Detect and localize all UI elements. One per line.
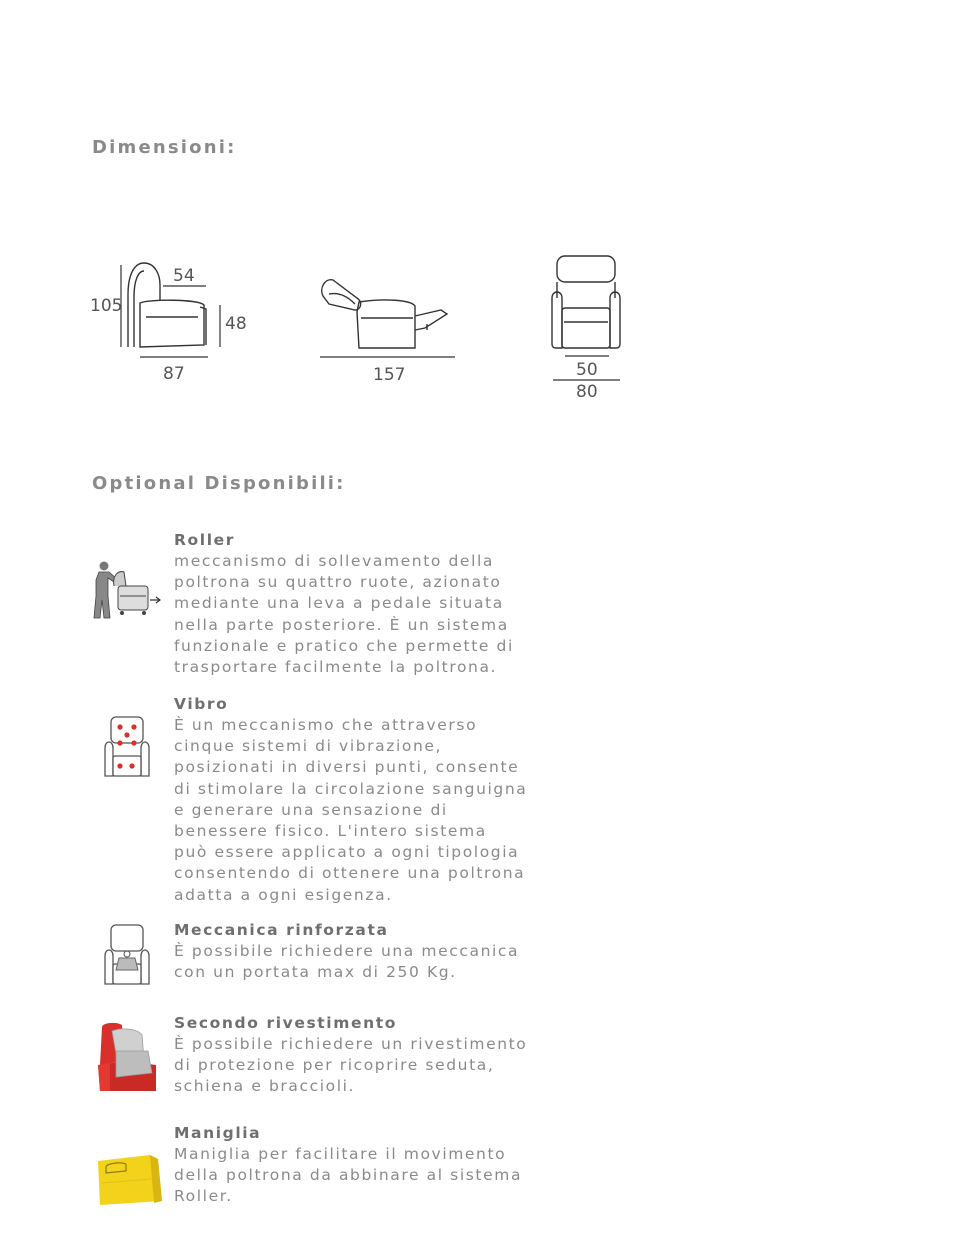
optional-description: meccanismo di sollevamento della poltrona su quattro ruote, azionato mediante una leva a pedale situata nella parte posteriore. È un sistema funzionale e pratico che permette di trasportare facilmente la poltrona. xyxy=(174,552,514,677)
optionals-title: Optional Disponibili: xyxy=(92,473,346,494)
reclined-view-diagram xyxy=(315,268,465,388)
length-label: 157 xyxy=(373,365,406,385)
optional-description: È possibile richiedere un rivestimento di protezione per ricoprire seduta, schiena e braccioli. xyxy=(174,1035,528,1096)
optional-name: Vibro xyxy=(174,695,229,713)
seat-height-label: 48 xyxy=(225,314,247,334)
vibration-chair-icon xyxy=(92,714,162,784)
handle-icon xyxy=(92,1153,162,1223)
optional-description: Maniglia per facilitare il movimento della poltrona da abbinare al sistema Roller. xyxy=(174,1145,523,1206)
depth-top-label: 54 xyxy=(173,266,195,286)
optional-name: Roller xyxy=(174,531,235,549)
width-label: 80 xyxy=(576,382,598,402)
optional-name: Secondo rivestimento xyxy=(174,1014,397,1032)
person-pushing-chair-icon xyxy=(92,556,162,626)
front-view-diagram xyxy=(548,252,628,402)
armchair-reclined-icon xyxy=(322,280,447,348)
optional-name: Meccanica rinforzata xyxy=(174,921,389,939)
optional-description: È un meccanismo che attraverso cinque sistemi di vibrazione, posizionati in diversi punti, consente di stimolare la circolazione sanguigna e generare una sensazione di benessere fisico. L'intero sistema può essere applicato a ogni tipologia consentendo di ottenere una poltrona adatta a ogni esigenza. xyxy=(174,716,528,904)
dimensions-title: Dimensioni: xyxy=(92,137,237,158)
side-view-diagram xyxy=(88,255,258,385)
optional-description: È possibile richiedere una meccanica con un portata max di 250 Kg. xyxy=(174,942,520,982)
armchair-front-icon xyxy=(552,256,620,348)
cover-chair-icon xyxy=(92,1021,162,1091)
seat-width-label: 50 xyxy=(576,360,598,380)
optional-name: Maniglia xyxy=(174,1124,262,1142)
depth-label: 87 xyxy=(163,364,185,384)
weight-chair-icon xyxy=(92,922,162,992)
height-label: 105 xyxy=(90,296,123,316)
